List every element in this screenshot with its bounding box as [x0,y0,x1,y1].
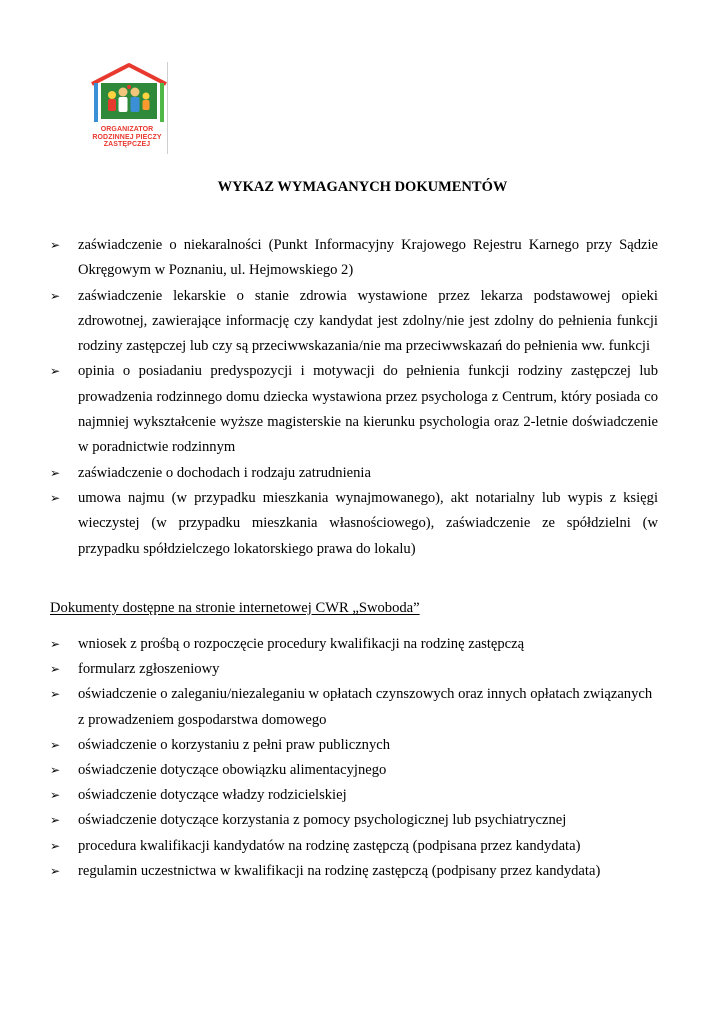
list-item-text: procedura kwalifikacji kandydatów na rodzinę zastępczą (podpisana przez kandydata) [78,837,581,854]
list-item [50,284,658,360]
arrowhead-bullet-icon: ➢ [50,838,61,853]
list-item-text: oświadczenie dotyczące korzystania z pomocy psychologicznej lub psychiatrycznej [78,812,567,829]
online-documents-heading: Dokumenty dostępne na stronie internetowej CWR „Swoboda” [50,600,420,616]
list-item-text: oświadczenie o zaleganiu/niezaleganiu w opłatach czynszowych oraz innych opłatach związanych z prowadzeniem gospodarstwa domowego [78,686,653,728]
list-item [50,632,658,657]
list-item [50,233,658,284]
arrowhead-bullet-icon: ➢ [50,637,61,651]
list-item-text: zaświadczenie lekarskie o stanie zdrowia wystawione przez lekarza podstawowej opieki zdrowotnej, zawierające informację czy kandydat jest zdolny/nie jest zdolny do pełnienia funkcji rodziny zastępczej lub czy są przeciwwskazania/nie ma przeciwwskazań do pełnienia ww. funkcji [78,287,658,355]
list-item-text: zaświadczenie o niekaralności (Punkt Informacyjny Krajowego Rejestru Karnego przy Sądzie Okręgowym w Poznaniu, ul. Hejmowskiego 2) [78,237,658,279]
online-documents-list [50,632,658,884]
required-documents-list [50,233,658,562]
list-item-text: oświadczenie dotyczące władzy rodzicielskiej [78,787,347,804]
list-item-text: wniosek z prośbą o rozpoczęcie procedury kwalifikacji na rodzinę zastępczą [78,636,525,652]
arrowhead-bullet-icon: ➢ [50,465,61,480]
arrowhead-bullet-icon: ➢ [50,238,61,252]
list-item [50,682,658,732]
arrowhead-bullet-icon: ➢ [50,288,61,303]
list-item [50,657,658,682]
arrowhead-bullet-icon: ➢ [50,662,61,677]
list-item [50,834,658,859]
list-item-text: zaświadczenie o dochodach i rodzaju zatrudnienia [78,464,371,481]
logo-caption-line: ZASTĘPCZEJ [103,141,151,148]
logo-caption [89,126,165,149]
arrowhead-bullet-icon: ➢ [50,813,61,828]
list-item-text: formularz zgłoszeniowy [78,661,220,678]
list-item-text: umowa najmu (w przypadku mieszkania wynajmowanego), akt notarialny lub wypis z księgi wieczystej (w przypadku mieszkania własnościowego), zaświadczenie ze spółdzielni (w przypadku spółdzielczego lokatorskiego prawa do lokalu) [78,489,658,557]
arrowhead-bullet-icon: ➢ [50,763,61,778]
list-item [50,783,658,808]
arrowhead-bullet-icon: ➢ [50,687,61,702]
arrowhead-bullet-icon: ➢ [50,737,61,752]
arrowhead-bullet-icon: ➢ [50,364,61,379]
list-item-text: oświadczenie o korzystaniu z pełni praw publicznych [78,736,391,753]
list-item [50,758,658,783]
list-item-text: opinia o posiadaniu predyspozycji i motywacji do pełnienia funkcji rodziny zastępczej lub prowadzenia rodzinnego domu dziecka wystawiona przez psychologa z Centrum, który posiada co najmniej wykształcenie wyższe magisterskie na kierunku psychologia oraz 2-letnie doświadczenie w poradnictwie rodzinnym [78,363,658,456]
logo-divider [167,62,168,154]
arrowhead-bullet-icon: ➢ [50,863,61,878]
logo-caption-line: ORGANIZATOR [100,126,154,133]
arrowhead-bullet-icon: ➢ [50,490,61,505]
list-item [50,359,658,460]
list-item-text: regulamin uczestnictwa w kwalifikacji na rodzinę zastępczą (podpisany przez kandydata) [78,862,601,879]
list-item [50,461,658,486]
logo-caption-line: RODZINNEJ PIECZY [92,133,162,141]
arrowhead-bullet-icon: ➢ [50,788,61,803]
list-item [50,808,658,833]
list-item [50,486,658,562]
list-item [50,859,658,884]
page-title: WYKAZ WYMAGANYCH DOKUMENTÓW [217,179,508,195]
list-item [50,733,658,758]
list-item-text: oświadczenie dotyczące obowiązku alimentacyjnego [78,762,387,779]
